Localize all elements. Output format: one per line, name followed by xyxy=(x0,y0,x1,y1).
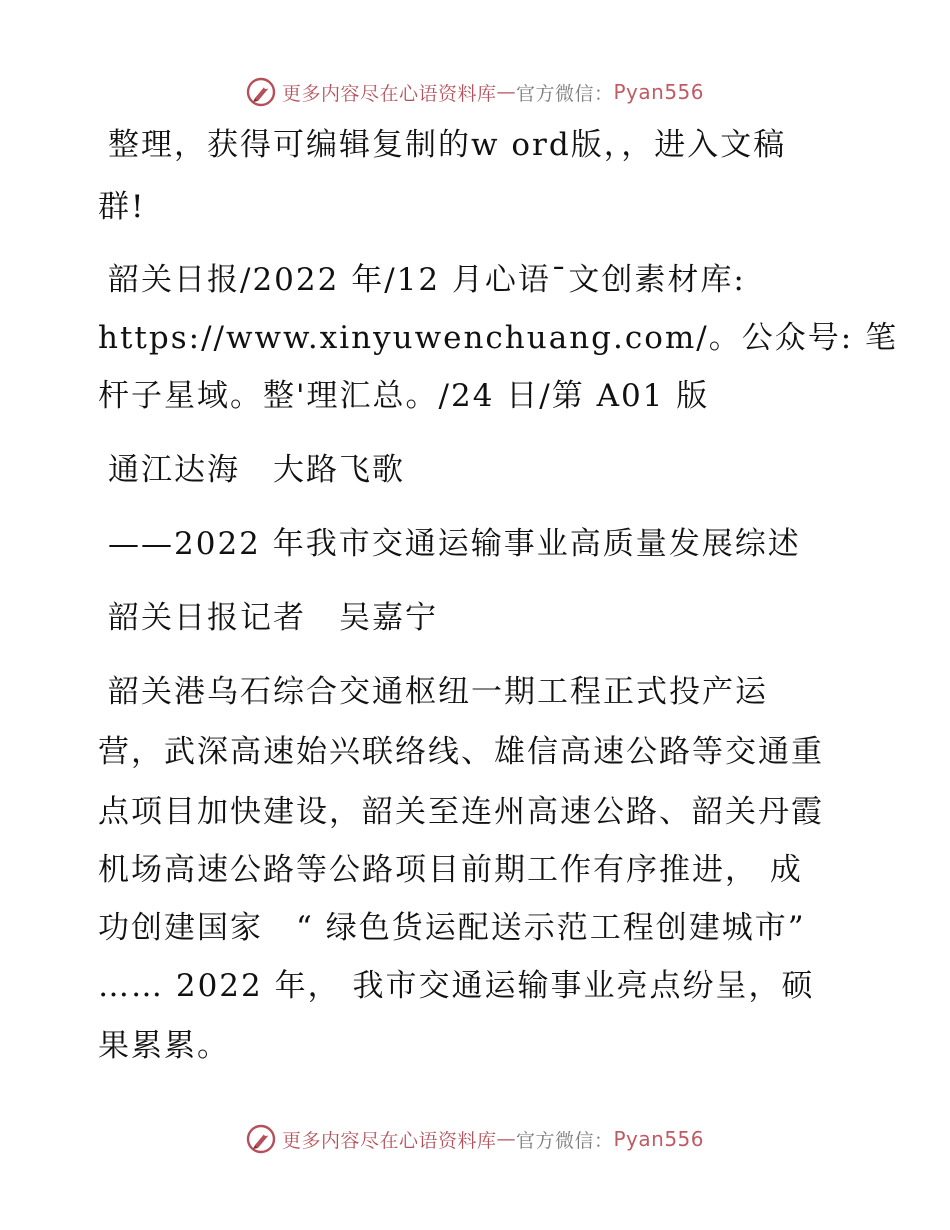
article-byline: 韶关日报记者 吴嘉宁 xyxy=(108,600,438,636)
text-line: 杆子星域。整'理汇总。/24 日/第 A01 版 xyxy=(98,378,710,414)
paragraph-line: 机场高速公路等公路项目前期工作有序推进， 成 xyxy=(98,852,803,888)
paragraph-line: …… 2022 年， 我市交通运输事业亮点纷呈，硕 xyxy=(98,968,815,1004)
paragraph-line: 营，武深高速始兴联络线、雄信高速公路等交通重 xyxy=(98,734,824,770)
wechat-id: Pyan556 xyxy=(613,80,705,104)
text-line: 群! xyxy=(98,189,146,225)
article-source-line: 韶关日报/2022 年/12 月心语¯文创素材库: xyxy=(108,262,746,298)
paragraph-line: 点项目加快建设，韶关至连州高速公路、韶关丹霞 xyxy=(98,794,824,830)
wechat-label: 官方微信： xyxy=(515,82,614,105)
article-subtitle: ——2022 年我市交通运输事业高质量发展综述 xyxy=(108,526,801,562)
text-line: https://www.xinyuwenchuang.com/。公众号: 笔 xyxy=(98,320,899,356)
pen-nib-circle-icon xyxy=(246,1124,276,1154)
banner-separator: — xyxy=(496,1128,516,1150)
footer-banner xyxy=(0,1117,950,1161)
wechat-label: 官方微信： xyxy=(515,1129,614,1152)
wechat-id: Pyan556 xyxy=(613,1127,705,1151)
paragraph-line: 功创建国家 “ 绿色货运配送示范工程创建城市” xyxy=(98,910,806,946)
banner-separator: — xyxy=(496,81,516,103)
article-title: 通江达海 大路飞歌 xyxy=(108,452,405,488)
header-banner xyxy=(0,70,950,114)
paragraph-line: 韶关港乌石综合交通枢纽一期工程正式投产运 xyxy=(108,674,768,710)
text-line: 整理，获得可编辑复制的w ord版，，进入文稿 xyxy=(108,127,787,163)
pen-nib-circle-icon xyxy=(246,77,276,107)
paragraph-line: 果累累。 xyxy=(98,1028,230,1064)
promo-text: 更多内容尽在心语资料库 xyxy=(281,1129,497,1152)
promo-text: 更多内容尽在心语资料库 xyxy=(281,82,497,105)
